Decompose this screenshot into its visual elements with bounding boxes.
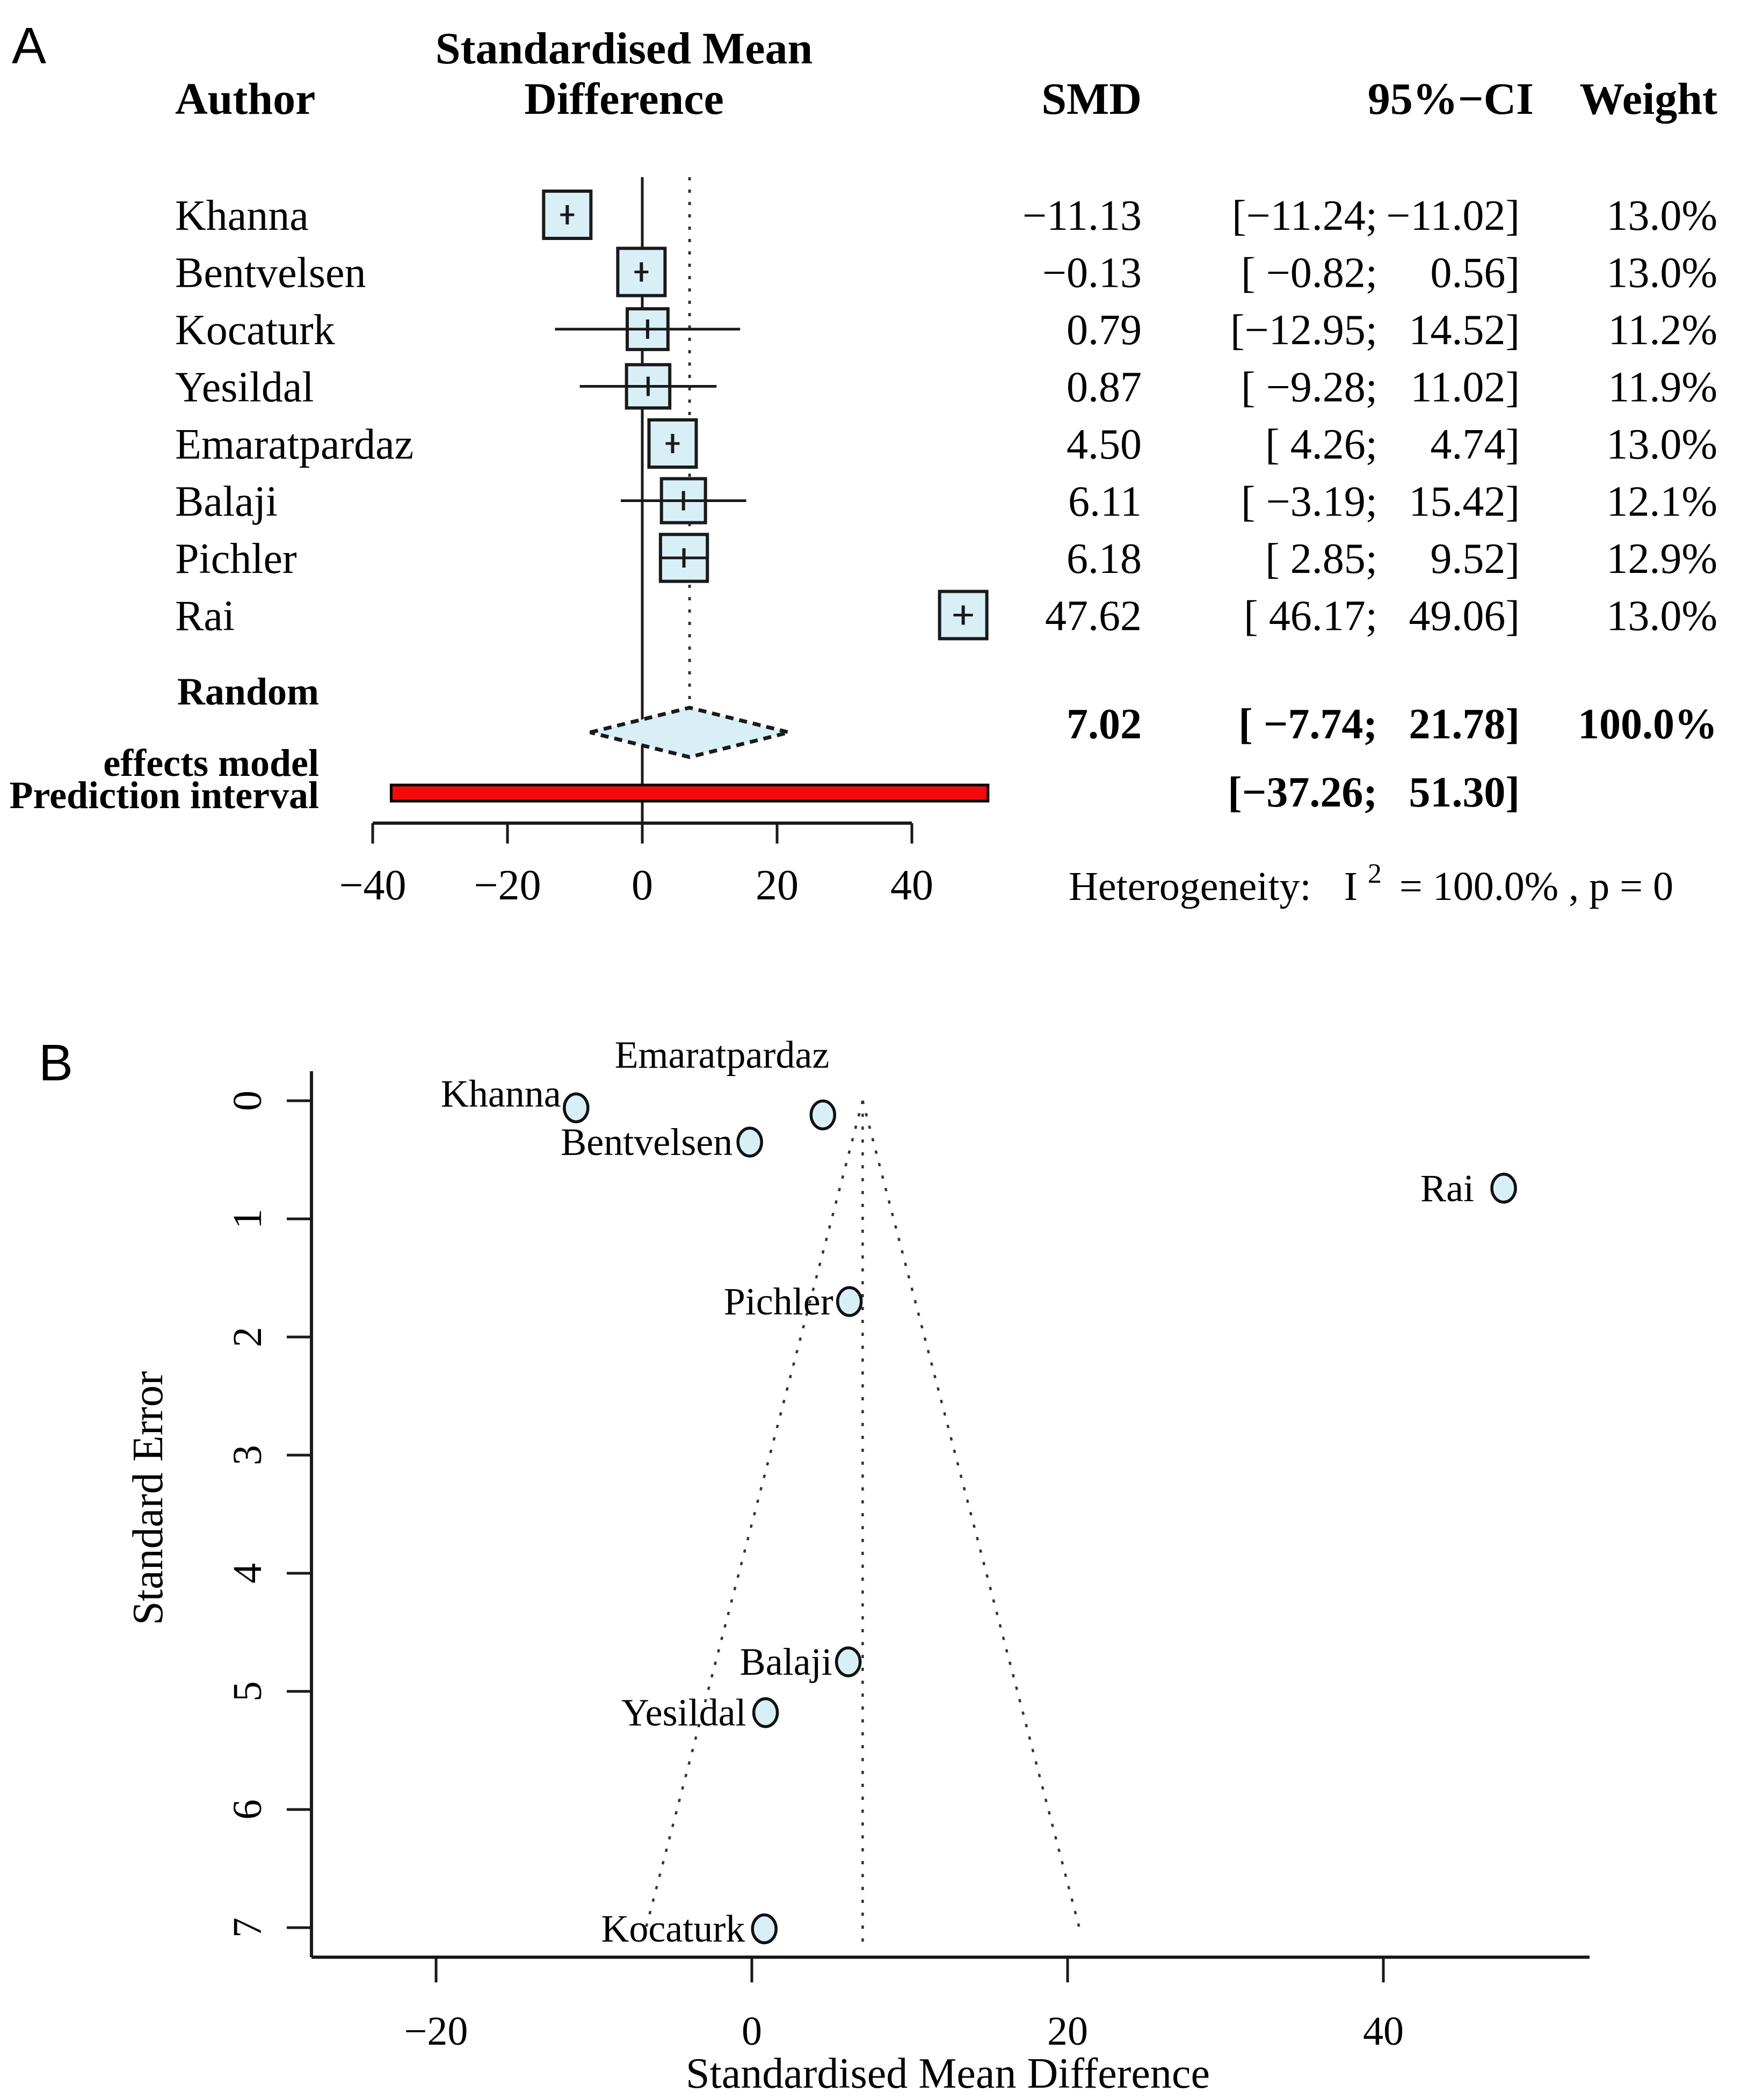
forest-weight-khanna: 13.0% (1606, 192, 1717, 239)
forest-ci-lo-kocaturk: [−12.95; (1230, 307, 1377, 354)
forest-ci-hi-pichler: 9.52] (1430, 535, 1520, 583)
funnel-point-label-khanna: Khanna (440, 1072, 561, 1116)
summary-label-line2: effects model (103, 742, 319, 784)
forest-ci-lo-balaji: [ −3.19; (1241, 478, 1377, 526)
funnel-point-kocaturk (752, 1915, 776, 1943)
funnel-y-tick-label-1: 1 (225, 1209, 270, 1229)
forest-x-tick-label--40: −40 (339, 862, 407, 909)
forest-smd-balaji: 6.11 (1068, 478, 1142, 526)
funnel-point-label-bentvelsen: Bentvelsen (561, 1121, 733, 1164)
forest-ci-hi-balaji: 15.42] (1409, 478, 1520, 526)
forest-ci-hi-yesildal: 11.02] (1410, 364, 1520, 411)
header-ci: 95%−CI (1367, 74, 1534, 124)
funnel-y-tick-label-2: 2 (225, 1327, 270, 1347)
summary-label-line1: Random (177, 670, 319, 713)
forest-ci-lo-rai: [ 46.17; (1244, 592, 1377, 640)
funnel-point-pichler (838, 1288, 861, 1316)
forest-plot (175, 177, 1717, 909)
panel-a-label: A (12, 17, 47, 75)
forest-weight-pichler: 12.9% (1606, 535, 1717, 583)
forest-ci-hi-bentvelsen: 0.56] (1430, 249, 1520, 297)
forest-ci-lo-khanna: [−11.24; (1231, 192, 1377, 239)
funnel-plot (225, 1033, 1590, 2054)
heterogeneity-note (1069, 847, 1673, 909)
prediction-interval-label: Prediction interval (9, 774, 319, 817)
forest-smd-emaratpardaz: 4.50 (1067, 421, 1142, 468)
forest-ci-lo-bentvelsen: [ −0.82; (1241, 249, 1377, 297)
funnel-y-tick-label-6: 6 (225, 1799, 270, 1820)
forest-ci-lo-emaratpardaz: [ 4.26; (1265, 421, 1377, 468)
forest-x-tick-label-40: 40 (890, 862, 933, 909)
heterogeneity-lead: Heterogeneity: (1069, 864, 1311, 909)
forest-smd-pichler: 6.18 (1067, 535, 1142, 583)
forest-weight-kocaturk: 11.2% (1608, 307, 1717, 354)
heterogeneity-tail: = 100.0% , p = 0 (1399, 864, 1673, 909)
forest-summary-diamond (590, 708, 789, 757)
forest-x-tick-label-0: 0 (632, 862, 653, 909)
header-effect-line2: Difference (524, 74, 724, 124)
forest-weight-rai: 13.0% (1606, 592, 1717, 640)
funnel-x-tick-label-0: 0 (742, 2009, 762, 2054)
funnel-right-edge-dotted-line (862, 1101, 1079, 1928)
funnel-ylabel: Standard Error (125, 1371, 172, 1625)
prediction-interval-bar (391, 785, 988, 801)
forest-summary-ci-hi: 21.78] (1409, 701, 1520, 748)
funnel-y-tick-label-5: 5 (225, 1681, 270, 1702)
forest-ci-hi-khanna: −11.02] (1386, 192, 1520, 239)
funnel-point-label-yesildal: Yesildal (621, 1691, 746, 1734)
funnel-point-label-rai: Rai (1420, 1166, 1475, 1210)
prediction-ci-lo: [−37.26; (1228, 769, 1377, 816)
funnel-point-label-kocaturk: Kocaturk (601, 1907, 745, 1951)
funnel-y-tick-label-7: 7 (225, 1917, 270, 1938)
forest-smd-kocaturk: 0.79 (1067, 307, 1142, 354)
forest-author-bentvelsen: Bentvelsen (175, 249, 366, 297)
prediction-ci-hi: 51.30] (1409, 769, 1520, 816)
funnel-point-khanna (564, 1094, 588, 1122)
forest-summary-ci-lo: [ −7.74; (1238, 701, 1377, 748)
funnel-x-tick-label-20: 20 (1047, 2009, 1088, 2054)
header-effect-line1: Standardised Mean (435, 24, 813, 74)
forest-ci-lo-yesildal: [ −9.28; (1241, 364, 1377, 411)
forest-smd-khanna: −11.13 (1022, 192, 1142, 239)
forest-weight-yesildal: 11.9% (1608, 364, 1717, 411)
funnel-point-balaji (837, 1648, 860, 1676)
forest-ci-hi-emaratpardaz: 4.74] (1430, 421, 1520, 468)
forest-ci-lo-pichler: [ 2.85; (1265, 535, 1377, 583)
funnel-xlabel: Standardised Mean Difference (686, 2050, 1210, 2097)
forest-weight-bentvelsen: 13.0% (1606, 249, 1717, 297)
forest-summary-smd: 7.02 (1067, 701, 1142, 748)
forest-x-tick-label-20: 20 (756, 862, 799, 909)
forest-ci-hi-rai: 49.06] (1409, 592, 1520, 640)
funnel-point-label-emaratpardaz: Emaratpardaz (614, 1033, 830, 1077)
panel-b-label: B (39, 1034, 74, 1092)
forest-weight-emaratpardaz: 13.0% (1606, 421, 1717, 468)
funnel-y-tick-label-0: 0 (225, 1091, 270, 1111)
funnel-point-label-balaji: Balaji (739, 1640, 832, 1683)
forest-summary-weight: 100.0% (1578, 701, 1717, 748)
funnel-y-tick-label-3: 3 (225, 1445, 270, 1465)
forest-x-tick-label--20: −20 (474, 862, 541, 909)
funnel-point-label-pichler: Pichler (723, 1280, 833, 1323)
forest-author-khanna: Khanna (175, 192, 309, 239)
forest-smd-bentvelsen: −0.13 (1042, 249, 1142, 297)
funnel-left-edge-dotted-line (646, 1101, 862, 1928)
funnel-x-tick-label--20: −20 (404, 2009, 468, 2054)
forest-author-yesildal: Yesildal (175, 364, 314, 411)
heterogeneity-i-sup: 2 (1367, 859, 1382, 889)
forest-author-pichler: Pichler (175, 535, 297, 583)
funnel-point-emaratpardaz (811, 1101, 835, 1129)
funnel-point-rai (1492, 1174, 1515, 1202)
header-smd: SMD (1041, 74, 1142, 124)
funnel-y-tick-label-4: 4 (225, 1563, 270, 1583)
funnel-point-yesildal (754, 1699, 778, 1727)
funnel-x-tick-label-40: 40 (1363, 2009, 1404, 2054)
forest-author-balaji: Balaji (175, 478, 278, 526)
forest-weight-balaji: 12.1% (1606, 478, 1717, 526)
forest-author-rai: Rai (175, 592, 235, 640)
forest-author-emaratpardaz: Emaratpardaz (175, 421, 414, 468)
header-weight: Weight (1579, 74, 1717, 124)
funnel-point-bentvelsen (738, 1128, 761, 1156)
forest-ci-hi-kocaturk: 14.52] (1409, 307, 1520, 354)
forest-smd-rai: 47.62 (1045, 592, 1142, 640)
heterogeneity-i: I (1344, 864, 1358, 909)
forest-smd-yesildal: 0.87 (1067, 364, 1142, 411)
forest-author-kocaturk: Kocaturk (175, 307, 335, 354)
header-author: Author (175, 74, 316, 124)
